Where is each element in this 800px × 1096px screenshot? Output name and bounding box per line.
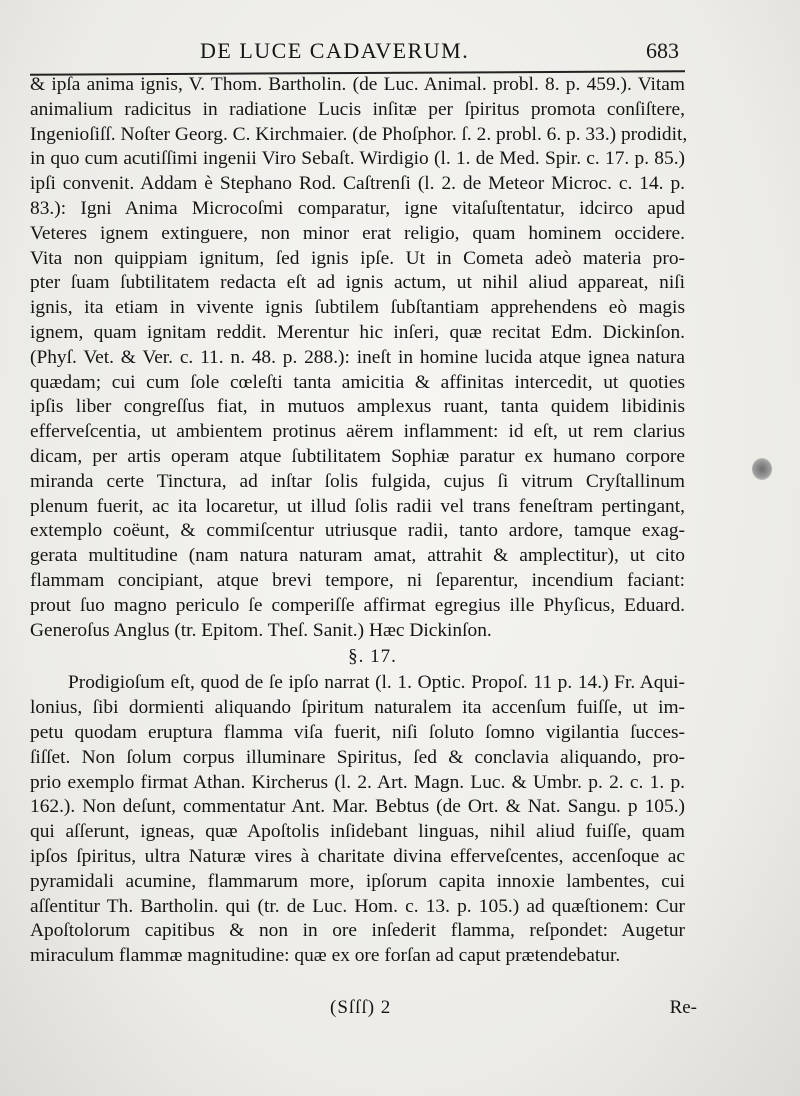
- text-line: prout ſuo magno periculo ſe comperiſſe affirmat egregius ille Phyſicus, Eduard.: [30, 594, 685, 616]
- text-line: ipſos ſpiritus, ultra Naturæ vires à charitate divina efferveſcentes, accenſoque ac: [30, 845, 685, 867]
- text-line: 162.). Non deſunt, commentatur Ant. Mar. Bebtus (de Ort. & Nat. Sangu. p 105.): [30, 796, 685, 818]
- text-line: gerata multitudine (nam natura naturam amat, attrahit & amplectitur), ut cito: [30, 545, 685, 567]
- paragraph-2: [30, 671, 685, 969]
- text-line: (Phyſ. Vet. & Ver. c. 11. n. 48. p. 288.): ineſt in homine lucida atque ignea natura: [30, 346, 685, 368]
- catchword: Re-: [669, 997, 697, 1018]
- text-line: Prodigioſum eſt, quod de ſe ipſo narrat (l. 1. Optic. Propoſ. 11 p. 14.) Fr. Aqui-: [68, 672, 685, 694]
- text-line: in quo cum acutiſſimi ingenii Viro Sebaſt. Wirdigio (l. 1. de Med. Spir. c. 17. p. 85.): [30, 148, 685, 170]
- text-line: flammam concipiant, atque brevi tempore, ni ſeparentur, incendium faciant:: [30, 569, 685, 591]
- text-line: ignem, quam ignitam reddit. Merentur hic inſeri, quæ recitat Edm. Dickinſon.: [30, 321, 685, 343]
- text-line: petu quodam eruptura flamma viſa fuerit, niſi ſoluto ſomno vigilantia ſucces-: [30, 721, 685, 743]
- running-head: DE LUCE CADAVERUM.: [200, 38, 470, 63]
- text-line: Vita non quippiam ignitum, ſed ignis ipſe. Ut in Cometa adeò materia pro-: [30, 247, 685, 269]
- text-line: Apoſtolorum capitibus & non in ore inſederit flamma, reſpondet: Augetur: [30, 920, 685, 942]
- text-line: qui aſſerunt, igneas, quæ Apoſtolis inſidebant linguas, nihil aliud fuiſſe, quam: [30, 821, 685, 843]
- text-line: lonius, ſibi dormienti aliquando ſpiritum naturalem ita accenſum fuiſſe, ut im-: [30, 697, 685, 719]
- text-line: Generoſus Anglus (tr. Epitom. Theſ. Sanit.) Hæc Dickinſon.: [30, 619, 492, 641]
- signature-mark: (Sſſſ) 2: [330, 997, 392, 1018]
- ink-blot: [752, 458, 772, 480]
- text-line: 83.): Igni Anima Microcoſmi comparatur, igne vitaſuſtentatur, idcirco apud: [30, 197, 685, 219]
- paragraph-1: [30, 73, 688, 643]
- section-heading: §. 17.: [348, 646, 397, 668]
- text-line: ignis, ita etiam in vivente ignis ſubtilem ſubſtantiam apprehendens eò magis: [30, 297, 685, 319]
- text-line: ſiſſet. Non ſolum corpus illuminare Spiritus, ſed & conclavia aliquando, pro-: [30, 746, 685, 768]
- text-line: miranda certe Tinctura, ad inſtar ſolis fulgida, cujus ſi vitrum Cryſtallinum: [30, 470, 685, 492]
- text-line: miraculum flammæ magnitudine: quæ ex ore forſan ad caput prætendebatur.: [30, 945, 621, 967]
- page-footer: [30, 997, 697, 1023]
- text-line: aſſentitur Th. Bartholin. qui (tr. de Luc. Hom. c. 13. p. 105.) ad quæſtionem: Cur: [30, 895, 685, 917]
- text-line: plenum fuerit, ac ita locaretur, ut illud ſolis radii vel trans feneſtram pertingant,: [30, 495, 685, 517]
- text-line: pyramidali acumine, flammarum more, ipſorum capita innoxie lambentes, cui: [30, 870, 685, 892]
- text-line: Veteres ignem extinguere, non minor erat religio, quam hominem occidere.: [30, 222, 685, 244]
- text-line: ipſis liber congreſſus fiat, in mutuos amplexus ruant, tanta quidem libidinis: [30, 396, 685, 418]
- text-line: Ingenioſiſſ. Noſter Georg. C. Kirchmaier. (de Phoſphor. ſ. 2. probl. 6. p. 33.) prodidit,: [30, 123, 688, 145]
- page-number: 683: [646, 38, 679, 63]
- text-line: animalium radicitus in radiatione Lucis inſitæ per ſpiritus promota conſiſtere,: [30, 98, 685, 120]
- text-line: quædam; cui cum ſole cœleſti tanta amicitia & affinitas intercedit, ut quoties: [30, 371, 685, 393]
- text-line: & ipſa anima ignis, V. Thom. Bartholin. (de Luc. Animal. probl. 8. p. 459.). Vitam: [30, 74, 685, 95]
- text-line: dicam, per artis operam atque ſubtilitatem Sophiæ paratur ex humano corpore: [30, 445, 685, 467]
- body-text: [30, 73, 688, 969]
- text-line: prio exemplo firmat Athan. Kircherus (l. 2. Art. Magn. Luc. & Umbr. p. 2. c. 1. p.: [30, 771, 685, 793]
- text-line: pter ſuam ſubtilitatem redacta eſt ad ignis actum, ut nihil aliud appareat, niſi: [30, 272, 685, 294]
- text-line: ipſi convenit. Addam è Stephano Rod. Caſtrenſi (l. 2. de Meteor Microc. c. 14. p.: [30, 173, 685, 195]
- text-line: extemplo coëunt, & commiſcentur utriusque radii, tanto ardore, tamque exag-: [30, 520, 685, 542]
- text-line: efferveſcentia, ut ambientem protinus aërem inflamment: id eſt, ut rem clarius: [30, 421, 685, 443]
